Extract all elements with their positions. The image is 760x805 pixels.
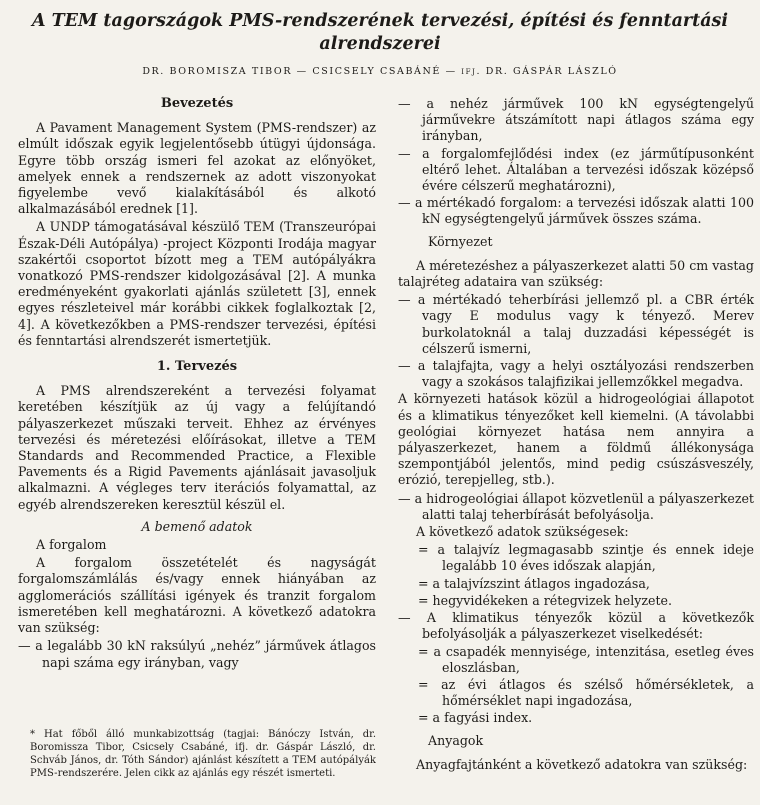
environment-paragraph: A méretezéshez a pályaszerkezet alatti 50 cm vastag talajréteg adataira van szükség:: [398, 257, 754, 290]
article-authors: DR. BOROMISZA TIBOR — CSICSELY CSABÁNÉ — ifj. DR. GÁSPÁR LÁSZLÓ: [142, 66, 618, 77]
climate-subitem: = a csapadék mennyisége, intenzitása, esetleg éves eloszlásban,: [418, 643, 754, 675]
intro-paragraph-1: A Pavament Management System (PMS-rendszer) az elmúlt időszak egyik legjelentősebb útügyi újdonsága. Egyre több ország ismeri fel azokat az előnyöket, amelyek ennek a rendszernek az adott viszonyokat figyelembe vevő kialakításából és alkotó alkalmazásából erednek [1].: [18, 120, 376, 217]
section-1-paragraph: A PMS alrendszereként a tervezési folyamat keretében készítjük az új vagy a felújítandó pályaszerkezet műszaki terveit. Ehhez az érvényes tervezési és méretezési előírásokat, illetve a TEM Standards and Recommended Practice, a Flexible Pavements és a Rigid Pavements ajánlásait javasoljuk alkalmazni. A végleges terv iterációs folyamattal, az egyéb alrendszereken keresztül készül el.: [18, 383, 376, 512]
traffic-paragraph: A forgalom összetételét és nagyságát forgalomszámlálás és/vagy ennek hiányában az agglomerációs szállítási igények és tranzit forgalom ismeretében kell meghatározni. A következő adatokra van szükség:: [18, 555, 376, 636]
soil-item: — a mértékadó teherbírási jellemző pl. a CBR érték vagy E modulus vagy k tényező. Merev burkolatoknál a talaj duzzadási képességét is célszerű ismerni,: [398, 292, 754, 356]
intro-heading: Bevezetés: [160, 96, 234, 111]
article-title: A TEM tagországok PMS-rendszerének tervezési, építési és fenntartási alrendszerei: [31, 11, 729, 54]
footnote: * Hat főből álló munkabizottság (tagjai: Bánóczy István, dr. Boromissza Tibor, Csicsely Csabáné, ifj. dr. Gáspár László, dr. Schváb János, dr. Tóth Sándor) ajánlást készített a TEM autópályák PMS-rendszerére. Jelen cikk az ajánlás egy részét ismerteti.: [30, 729, 376, 779]
environment-effects-paragraph: A környezeti hatások közül a hidrogeológiai állapotot és a klimatikus tényezőket kell kiemelni. (A távolabbi geológiai környezet hatása nem annyira a pályaszerkezet, hanem a földmű állékonysága szempontjából jelentős, mind pedig csúszásveszély, erózió, terepjelleg, stb.).: [398, 391, 754, 488]
left-column: [18, 96, 376, 672]
materials-paragraph: Anyagfajtánként a következő adatokra van szükség:: [416, 756, 748, 772]
hydrogeology-subitem: = a talajvíz legmagasabb szintje és ennek ideje legalább 10 éves időszak alapján,: [418, 542, 754, 574]
climate-subitem: = a fagyási index.: [418, 710, 533, 726]
right-column: [398, 96, 754, 775]
traffic-item: — a forgalomfejlődési index (ez járműtípusonként eltérő lehet. Általában a tervezési időszak középső évére célszerű meghatározni),: [398, 145, 754, 194]
climate-subitem: = az évi átlagos és szélső hőmérsékletek, a hőmérséklet napi ingadozása,: [418, 676, 754, 709]
climate-item: — A klimatikus tényezők közül a következők befolyásolják a pályaszerkezet viselkedését:: [398, 610, 754, 642]
hydrogeology-subitem: = a talajvízszint átlagos ingadozása,: [418, 575, 650, 591]
hydrogeology-paragraph: A következő adatok szükségesek:: [416, 524, 629, 540]
soil-item: — a talajfajta, vagy a helyi osztályozási rendszerben vagy a szokásos talajfizikai jellemzőkkel megadva.: [398, 358, 754, 390]
environment-heading: Környezet: [428, 233, 493, 249]
traffic-heading: A forgalom: [36, 537, 107, 553]
materials-heading: Anyagok: [428, 732, 484, 748]
intro-paragraph-2: A UNDP támogatásával készülő TEM (Transzeurópai Észak-Déli Autópálya) -project Központi Irodája magyar szakértői csoportot bízott meg a TEM autópályákra vonatkozó PMS-rendszer kidolgozásával [2]. A munka eredményeként gyakorlati ajánlás született [3], ennek egyes részleteivel már korábbi cikkek foglalkoztak [2, 4]. A következőkben a PMS-rendszer tervezési, építési és fenntartási alrendszerét ismertetjük.: [18, 219, 376, 348]
traffic-item: — a legalább 30 kN raksúlyú „nehéz” járművek átlagos napi száma egy irányban, vagy: [18, 638, 376, 670]
traffic-item: — a mértékadó forgalom: a tervezési időszak alatti 100 kN egységtengelyű járművek összes száma.: [398, 195, 754, 227]
hydrogeology-item: — a hidrogeológiai állapot közvetlenül a pályaszerkezet alatti talaj teherbírását befolyásolja.: [398, 490, 754, 522]
section-1-heading: 1. Tervezés: [156, 359, 238, 375]
input-data-subheading: A bemenő adatok: [141, 518, 253, 534]
hydrogeology-subitem: = hegyvidékeken a rétegvizek helyzete.: [418, 592, 672, 608]
traffic-item: — a nehéz járművek 100 kN egységtengelyű járművekre átszámított napi átlagos száma egy irányban,: [398, 96, 754, 144]
